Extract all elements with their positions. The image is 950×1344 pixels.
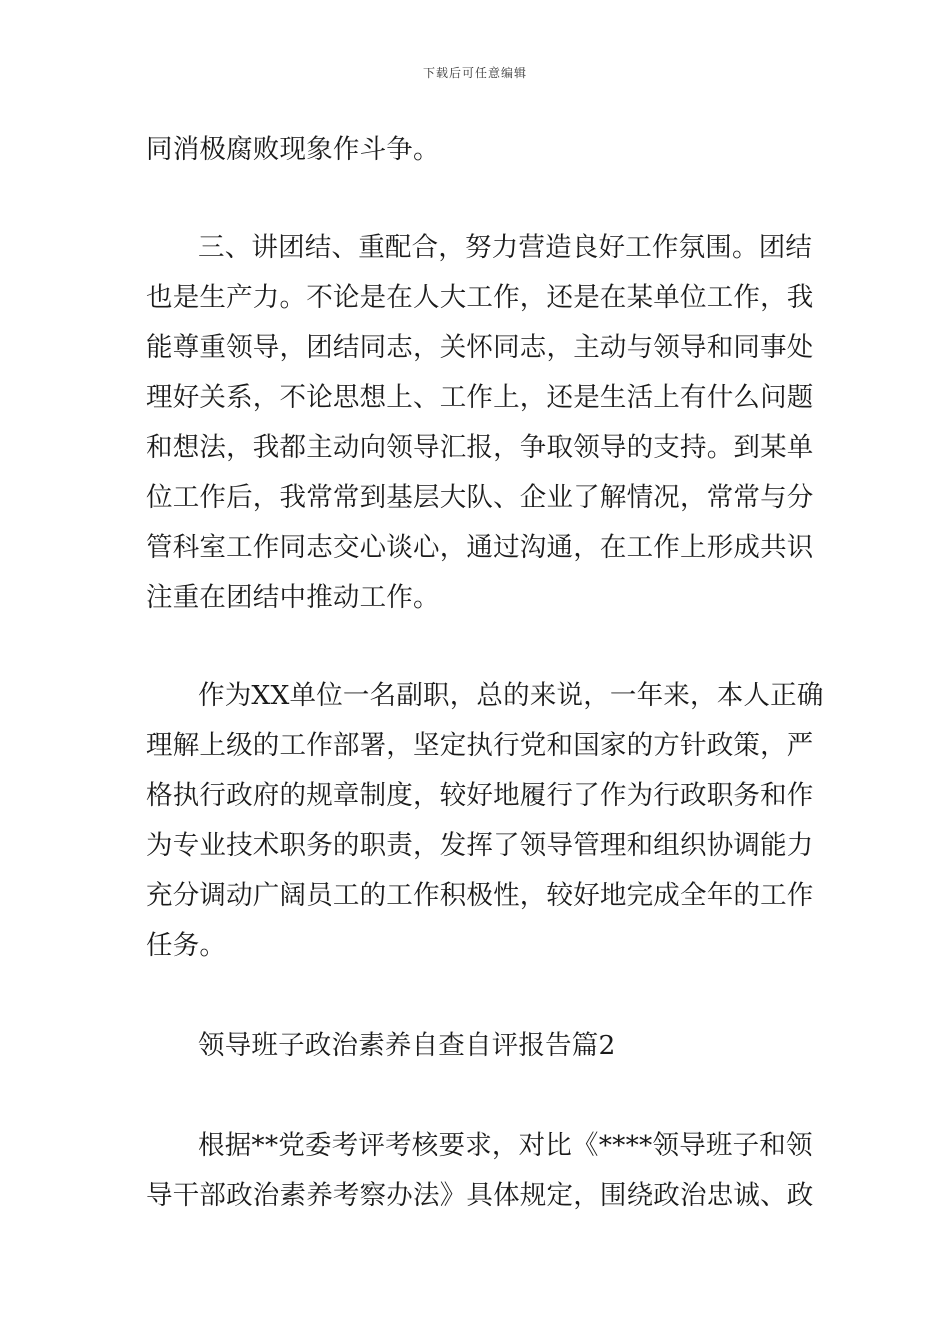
text-line: 导干部政治素养考察办法》具体规定，围绕政治忠诚、政 (146, 1180, 814, 1211)
text-line: 为专业技术职务的职责，发挥了领导管理和组织协调能力 (146, 830, 814, 861)
text-line: 任务。 (146, 930, 227, 961)
paragraph-start-line: 根据**党委考评考核要求，对比《****领导班子和领 (198, 1130, 813, 1161)
paragraph-start-line: 三、讲团结、重配合，努力营造良好工作氛围。团结 (198, 232, 813, 263)
paragraph-start-line: 作为XX单位一名副职，总的来说，一年来，本人正确 (198, 680, 824, 711)
text-line: 管科室工作同志交心谈心，通过沟通，在工作上形成共识 (146, 532, 814, 563)
text-line: 理解上级的工作部署，坚定执行党和国家的方针政策，严 (146, 730, 814, 761)
text-line: 也是生产力。不论是在人大工作，还是在某单位工作，我 (146, 282, 814, 313)
text-line: 理好关系，不论思想上、工作上，还是生活上有什么问题 (146, 382, 814, 413)
text-line: 能尊重领导，团结同志，关怀同志，主动与领导和同事处 (146, 332, 814, 363)
text-line: 同消极腐败现象作斗争。 (146, 134, 440, 165)
section-heading: 领导班子政治素养自查自评报告篇2 (198, 1030, 616, 1061)
text-line: 和想法，我都主动向领导汇报，争取领导的支持。到某单 (146, 432, 814, 463)
text-line: 充分调动广阔员工的工作积极性，较好地完成全年的工作 (146, 880, 814, 911)
text-line: 注重在团结中推动工作。 (146, 582, 440, 613)
header-note: 下载后可任意编辑 (422, 66, 527, 80)
text-line: 格执行政府的规章制度，较好地履行了作为行政职务和作 (146, 780, 814, 811)
text-line: 位工作后，我常常到基层大队、企业了解情况，常常与分 (146, 482, 814, 513)
